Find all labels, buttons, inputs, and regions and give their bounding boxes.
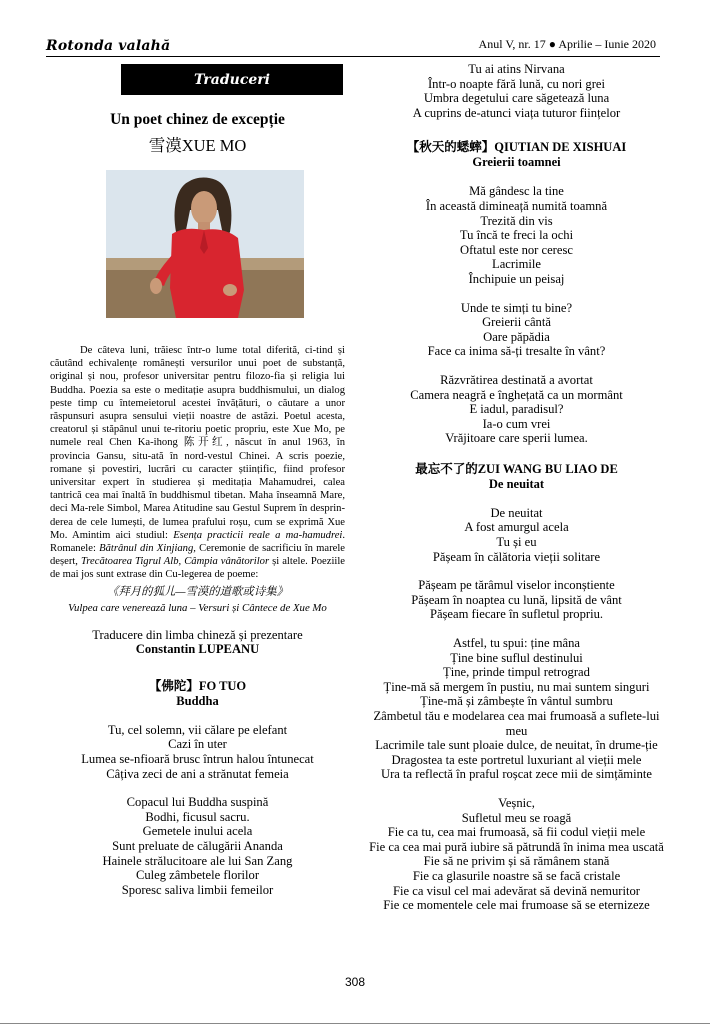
poem-line: Ura ta reflectă în praful roșcat zece mii de simțăminte (381, 767, 652, 782)
author-photo (106, 170, 304, 318)
issue-info: Anul V, nr. 17 ● Aprilie – Iunie 2020 (478, 37, 656, 51)
poem-line: Pășeam în noaptea cu lună, lipsită de vânt (411, 592, 622, 607)
poem-2-stanza-1 (368, 184, 665, 286)
poem-line: Camera neagră e înghețată ca un mormânt (410, 387, 623, 402)
poem-line: În această dimineață numită toamnă (425, 198, 608, 213)
poem-1-title: 【佛陀】FO TUO (148, 678, 247, 693)
poem-line: Răzvrătirea destinată a avortat (440, 372, 593, 387)
poem-line: E iadul, paradisul? (469, 402, 564, 417)
author-photo-illustration (106, 170, 304, 318)
translation-line: Traducere din limba chineză și prezentare (92, 627, 303, 642)
poem-2-stanza-3 (368, 373, 665, 446)
poem-line: Face ca inima să-ți tresalte în vânt? (427, 344, 606, 359)
poem-line: Ține, prinde timpul retrograd (443, 665, 590, 680)
poem-2-stanza-2 (368, 301, 665, 359)
poem-line: Greierii cântă (482, 315, 551, 330)
intro-study-title: Esența practicii reale a ma-hamudrei (173, 529, 343, 541)
poem-line: A cuprins de-atunci viața tuturor ființelor (412, 105, 621, 120)
left-column (50, 62, 345, 897)
poem-line: Trezită din vis (480, 213, 553, 228)
poem-line: Oare păpădia (483, 329, 550, 344)
poem-line: Ține bine suflul destinului (450, 650, 583, 665)
poem-line: Sufletul meu se roagă (461, 810, 572, 825)
poem-line: Umbra degetului care săgetează luna (423, 91, 610, 106)
poem-line: Unde te simți tu bine? (460, 300, 573, 315)
poem-line: Fie ca visul cel mai adevărat să devină nemuritor (393, 883, 640, 898)
poem-line: Tu ai atins Nirvana (468, 62, 565, 76)
intro-end: și altele. Poeziile de mai jos sunt extrase din Cu-legerea de poeme: (50, 556, 345, 581)
poem-line: Astfel, tu spui: ține mâna (453, 636, 580, 651)
poem-line: Bodhi, ficusul sacru. (145, 809, 250, 824)
poem-line: Fie ca tu, cea mai frumoasă, să fii codul vieții mele (387, 825, 646, 840)
poem-line: Lumea se-nfioară brusc întrun halou întunecat (81, 752, 314, 767)
poem-line: Ține-mă să mergem în pustiu, nu mai suntem singuri (383, 679, 650, 694)
poem-line: Vrăjitoare care sperii lumea. (445, 431, 588, 446)
poem-line: Fie ca glasurile noastre să se facă cristale (412, 868, 621, 883)
book-title-chinese: 《拜月的狐儿—雪漠的道歌或诗集》 (107, 585, 288, 598)
poem-line: De neuitat (490, 505, 543, 520)
poem-line: Într-o noapte fără lună, cu nori grei (427, 76, 606, 91)
poem-line: Fie ce momentele cele mai frumoase să se eternizeze (383, 898, 650, 913)
poem-line: Cazi în uter (168, 737, 227, 752)
header-rule (46, 56, 660, 57)
poem-line: A fost amurgul acela (464, 520, 569, 535)
poem-line: Zâmbetul tău e modelarea cea mai frumoasă a suflete-lui meu (373, 709, 660, 738)
poem-line: Sporesc saliva limbii femeilor (121, 882, 274, 897)
poem-1-stanza-1 (50, 723, 345, 781)
poem-line: Ține-mă și zâmbește în vântul sumbru (420, 694, 613, 709)
section-banner: Traduceri (121, 64, 343, 95)
translation-credit (50, 628, 345, 657)
poem-line: Pășeam pe tărâmul viselor inconștiente (418, 578, 615, 593)
right-column (368, 62, 665, 913)
poem-line: Pășeam în călătoria vieții solitare (432, 549, 601, 564)
novel-title-2: Ceremonie de sacrificiu în marele deșert, (50, 543, 345, 568)
poem-line: Fie ca cea mai pură iubire să pătrundă în inima mea uscată (369, 839, 664, 854)
poem-3-stanza-3 (368, 636, 665, 782)
poem-2-subtitle: Greierii toamnei (472, 155, 561, 170)
translator-name: Constantin LUPEANU (135, 642, 260, 657)
poem-line: Închipuie un peisaj (468, 271, 565, 286)
poem-line: Câțiva zeci de ani a strănutat femeia (106, 766, 289, 781)
novel-title-3: Trecătoarea Tigrul Alb, Câmpia vânătorilor (81, 556, 270, 568)
poem-line: Tu încă te freci la ochi (459, 228, 574, 243)
poem-2-title: 【秋天的蟋蟀】QIUTIAN DE XISHUAI (406, 140, 627, 155)
intro-novels-label: . Romanele: (50, 529, 345, 555)
poem-3-subtitle: De neuitat (488, 476, 545, 491)
poem-3-stanza-2 (368, 578, 665, 622)
journal-name: Rotonda valahă (46, 38, 171, 54)
poem-line: Pășeam fiecare în sufletul propriu. (429, 607, 604, 622)
poem-line: Mă gândesc la tine (469, 184, 564, 199)
poem-3-title: 最忘不了的ZUI WANG BU LIAO DE (415, 461, 618, 476)
poem-line: Tu, cel solemn, vii călare pe elefant (107, 722, 288, 737)
poem-line: Veșnic, (498, 795, 535, 810)
intro-body: De câteva luni, trăiesc într-o lume total diferită, ci-tind și căutând echivalențe românești versurilor unui poet de substanță, original și nou, profesor universitar pentru filozo-fia și religia lui Buddha. Poezia sa este o meditație asupra buddhismului, un dialog peste timp cu întemeietorul acestei învățături, o căutare a unor răspunsuri asupra sensului vieții noastre de astăzi. Poetul acesta, creatorul și stăpânul unui te-ritoriu poetic propriu, este Xue Mo, pe numele real Chen Ka-ihong 陈开红, născut în anul 1963, în provincia Gansu, situ-ată în nord-vestul Chinei. A scris poezie, romane și povestiri, lucrări cu caracter științific, fiind profesor universitar expert în studierea și meditația Mahamudrei, calea tantrică cea mai înaltă în buddhismul tibetan. Maha înseamnă Mare, deci Ma-rele Simbol, Marea Atitudine sau Gestul Suprem în desprin-derea de cele lumești, de lumea prafului roșu, cum se exprimă Xue Mo. Amintim aici studiul: (50, 345, 345, 541)
poem-line: Hainele strălucitoare ale lui San Zang (102, 853, 293, 868)
poem-3-stanza-4 (368, 796, 665, 913)
intro-text (50, 344, 345, 582)
poem-line: Lacrimile tale sunt ploaie dulce, de neuitat, în drume-ție (375, 738, 658, 753)
poem-1-continuation (368, 62, 665, 120)
page-number: 308 (344, 975, 366, 989)
poem-line: Tu și eu (496, 535, 537, 550)
poem-line: Ia-o cum vrei (482, 416, 551, 431)
book-title-romanian: Vulpea care venerează luna – Versuri și Cântece de Xue Mo (68, 601, 327, 614)
bottom-rule (0, 1023, 710, 1024)
poem-line: Copacul lui Buddha suspină (126, 795, 269, 810)
poem-line: Dragostea ta este portretul luxuriant al vieții mele (391, 752, 642, 767)
poem-line: Sunt preluate de călugării Ananda (112, 839, 283, 853)
poem-1-subtitle: Buddha (176, 693, 219, 708)
poem-line: Gemetele inului acela (142, 824, 253, 839)
article-subtitle: 雪漠XUE MO (148, 136, 247, 155)
poem-line: Culeg zâmbetele florilor (135, 868, 260, 883)
poem-1-stanza-2 (50, 795, 345, 897)
novel-title-1: Bătrânul din Xinjiang, (99, 543, 196, 555)
article-title: Un poet chinez de excepție (110, 111, 285, 128)
poem-3-stanza-1 (368, 506, 665, 564)
poem-line: Fie să ne privim și să rămânem stană (423, 854, 610, 869)
poem-line: Oftatul este nor ceresc (460, 242, 573, 257)
poem-line: Lacrimile (492, 257, 541, 272)
